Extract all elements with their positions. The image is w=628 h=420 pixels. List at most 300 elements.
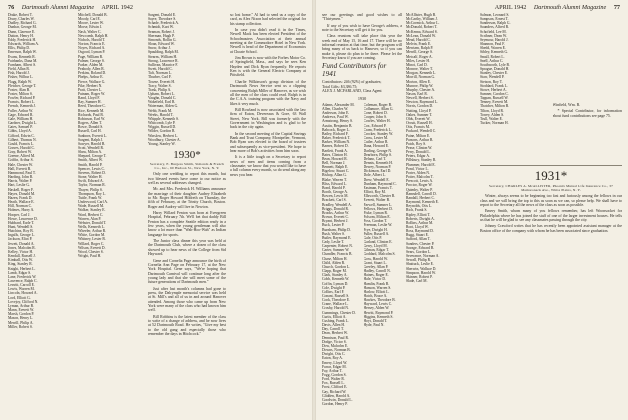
contributor-name: Hooper, Carl J.	[8, 212, 31, 217]
contributor-name: Jones, Malcolm R.	[8, 245, 36, 250]
contributor-name: Foster, Alan B.	[8, 87, 31, 92]
contributor-name: Wood, Chester S.	[78, 249, 104, 254]
contributor-name: Butler, Raymond E.	[322, 235, 352, 240]
contributor-name: Rich, Frank S.	[406, 208, 428, 213]
contributor-name: Wakefield, Earl R.	[148, 100, 176, 105]
contributor-name: Southworth, Lyle B.	[480, 62, 510, 67]
contributor-name: Carpenter, Robert N.	[322, 244, 353, 249]
contributor-name: Edwards, William A.	[8, 42, 39, 47]
contributor-name: Stowe, Herbert A.	[480, 87, 507, 92]
contributor-name: Curtis, Elliott A.	[322, 314, 347, 319]
contributor-name: Sampson, Ernest T.	[480, 17, 509, 22]
contributor-name: Collins, Earl F.	[322, 289, 345, 294]
body-paragraph: If any of you wish to have George's address, a note to the Secretary will get it for you.	[322, 23, 402, 33]
page-number: 76	[8, 4, 15, 11]
secretary-line: Secretary, E. Burgess Smith, Simonds & French Co., Inc., 60 Hudson St., New York, N. Y.	[149, 162, 225, 171]
contributor-name: Thatcher, Milton B.	[480, 104, 510, 109]
contributor-name: Stone, Walter H.	[78, 175, 103, 180]
contributor-name: Gale, William H.	[8, 116, 34, 121]
contributor-name: Stanley, Chester E.	[480, 71, 509, 76]
name-column	[78, 13, 144, 417]
contributor-name: Dow, Malcolm E.	[322, 343, 349, 348]
contributor-name: Bigelow, Stuart C.	[322, 169, 350, 174]
contributor-name: Fay, Arthur T.	[322, 368, 343, 373]
contributor-name: Schofield, Lee M.	[480, 29, 507, 34]
contributor-name: Ellsworth, Chester R.	[363, 194, 396, 199]
contributor-name: Andrews, Paul W.	[322, 115, 349, 120]
contributor-name: Shedd, Warren E.	[480, 46, 506, 51]
contributor-name: Jackson, Eliot P.	[8, 237, 33, 242]
contributor-name: Cushing, Frank L.	[322, 318, 349, 323]
contributor-name: Marsh, Gordon P.	[8, 312, 35, 317]
contributor-name: Dennison, Paul R.	[322, 335, 349, 340]
contributor-name: Drury, Charles W.	[8, 17, 35, 22]
contributor-name: Shaw, Milton A.	[78, 150, 103, 155]
contributor-name: Willard, Roger C.	[78, 241, 105, 246]
contributor-name: Frost, Clifford E.	[322, 385, 348, 390]
contributor-name: Fox, Russell L.	[322, 381, 345, 386]
contributor-name: Kelley, Victor H.	[8, 249, 34, 254]
contributor-name: Babcock, Roger L.	[322, 127, 350, 132]
contributor-name: Perkins, Roland D.	[78, 71, 107, 76]
contributor-name: Whitney, Lester B.	[78, 237, 106, 242]
contributor-name: Gibbs, Lloyd A.	[8, 129, 32, 134]
contributor-name: Hyde, Paul N.	[363, 323, 385, 328]
contributor-name: Dennis, Kenneth H.	[363, 161, 393, 165]
body-paragraph: see our greetings and good wishes to all "Thirtymen."	[322, 13, 402, 22]
contributor-name: Rand, Lloyd F.	[78, 96, 101, 101]
contributor-name: Barker, William N.	[322, 140, 351, 145]
contributor-name: Dodge, Victor S.	[322, 339, 347, 344]
contributor-name: Potter, Malcolm T.	[406, 175, 434, 180]
contributor-name: Church, Gordon L.	[322, 264, 351, 269]
contributor-name: Plummer, Harold E.	[406, 162, 436, 167]
contributor-name: Towne, Everett H.	[148, 79, 175, 84]
contributor-name: Greene, Alfred M.	[8, 154, 36, 159]
body-paragraph: Harry Willard Fenton was born at Evergreen Hospital, February 7th. We'll bet that daddy Bill Fenton has a complete Seattle edition ready in a few years, when the young gentleman will also know a lot more than "Wah-Hoo-Wah" as Indian language for sports.	[148, 211, 226, 237]
right-page	[316, 0, 628, 420]
contributor-name: Simonds, Rollin G.	[148, 37, 177, 42]
contributor-name: Bartlett, Frank A.	[322, 148, 348, 153]
contributor-name: Walker, Stanley E.	[78, 208, 106, 213]
body-paragraph: Charlie Wilkinson's group division of the Dartmouth News Service sent us a clipping concerning Ralph Miller of Hanover, as we wish all the men of the class could read. Ralph is in the C.A.A. training program with the Navy and likes it very much.	[230, 79, 306, 106]
contributor-name: Nash, Walter C.	[78, 29, 102, 34]
contributor-name: Gould, Francis L.	[8, 141, 35, 146]
contributor-name: Monroe, Walter T.	[406, 67, 433, 72]
contributor-name: Swett, Harold C.	[148, 67, 173, 72]
magazine-title: Dartmouth Alumni Magazine	[21, 4, 95, 11]
body-paragraph: Winter, always seems to be beginning too fast and furiously among the fellows in our class and we will bring the top to this as soon as we can, so please help. We shall have to report to the Secretary all the news of the class as soon as possible.	[480, 194, 622, 207]
contributor-name: Schmidt, Kurt W.	[148, 25, 174, 30]
contributor-name: Gilman, Edgar T.	[363, 248, 389, 253]
body-paragraph: * Special Contributor, for information about fund contributions see page 75.	[552, 109, 622, 118]
contributor-name: Strong, Lawrence R.	[148, 58, 179, 63]
contributor-name: Gordon, Henry P.	[322, 402, 348, 407]
contributor-name: Taylor, Norman R.	[78, 183, 106, 188]
contributor-name: Smith, Albert W.	[78, 158, 103, 163]
contributor-name: Putnam, Roger W.	[78, 91, 106, 96]
contributor-name: Fisher, Wilbur L.	[8, 75, 34, 80]
contributor-name: Severance, Norman A.	[406, 254, 440, 259]
contributor-name: Sewall, Philip R.	[406, 258, 431, 263]
contributor-name: McLean, Donald W.	[406, 33, 436, 38]
contributor-name: Eaton, Roy A.	[322, 356, 343, 361]
left-page	[0, 0, 312, 420]
contributor-name: Olds, Everett W.	[406, 116, 431, 121]
contributor-name: Lane, Frederick W.	[8, 274, 37, 279]
contributor-name: Small, Robert L.	[480, 54, 505, 59]
body-paragraph: Jim Brown is now with the Forbes Motor Co. of Springfield, Mass., and says he sees Ken Hayden and Dick Ryan frequently. He reports Ken is with the General Electric Company at Pittsfield.	[230, 56, 306, 78]
contributor-name: Salmon, Leonard S.	[480, 13, 510, 17]
contributor-name: Morgan, Kenneth L.	[406, 71, 437, 76]
contributor-name: Haines, Roger E.	[363, 273, 389, 278]
contributor-name: Young, Stanley W.	[148, 141, 176, 146]
contributor-name: Hoyt, Donald T.	[363, 318, 388, 323]
contributor-name: Peabody, Allen R.	[78, 67, 105, 72]
body-paragraph: Bill Rowland is now associated with the law firm of Eaton, Devereaux & Gore, 63 Wall Street, New York. Bill was formerly with the Government in Washington and is glad to be back in the city again.	[230, 107, 306, 130]
contributor-name: Sherman, Hugh P.	[148, 33, 175, 38]
contributor-name: Rice, Kenneth M.	[78, 108, 105, 113]
contributor-name: Webb, Frank M.	[148, 108, 173, 113]
contributor-name: Clapp, Roger M.	[322, 269, 347, 274]
contributor-name: Ingalls, George L.	[8, 233, 35, 238]
contributor-name: Hatch, Bruce A.	[363, 294, 388, 298]
contributor-name: Parker, Alden M.	[78, 62, 104, 67]
body-paragraph: In case you didn't read it in the Times, Newell Mack has been elected President of the Schoolmasters Association at their annual meeting at the Commodore Hotel in New York. Newell is head of the Department of Economics at Choate School.	[230, 28, 306, 54]
contributor-name: Bradley, Wendell A.	[322, 202, 352, 207]
contributor-name: Underwood, Carl A.	[78, 200, 108, 205]
contributor-name: Gage, Edward R.	[8, 112, 34, 117]
contributor-name: Chase, Milton H.	[322, 256, 348, 261]
contributor-name: Dean, Herbert W.	[322, 331, 348, 336]
contributor-name: McCormick, Arthur L.	[406, 21, 440, 26]
contributor-name: Frye, Dwight H.	[363, 227, 388, 232]
class-1930-section	[148, 149, 226, 336]
contributor-name: Taft, Norman L.	[148, 71, 172, 76]
contributor-name: Cummings, Chester D.	[322, 310, 356, 315]
contributor-name: Snell, Arthur C.	[480, 58, 504, 63]
contributor-name: Knight, Herbert L.	[8, 266, 36, 271]
contributor-name: Fellows, Herbert D.	[363, 206, 393, 211]
contributor-name: Scott, Wendell R.	[78, 146, 104, 150]
contributor-name: Lord, Elliott G.	[8, 295, 31, 300]
contributor-name: Coffin, Lyman D.	[322, 281, 349, 286]
contributor-name: Gale, Otis P.	[363, 235, 382, 240]
contributor-name: Greeley, Allan P.	[363, 264, 389, 269]
contributor-name: Rollins, Arthur M.	[406, 220, 434, 225]
contributor-name: Pond, Victor L.	[406, 166, 429, 171]
contributor-name: Lyman, Arthur B.	[8, 303, 35, 308]
contributor-name: Eastman, Francis T.	[363, 185, 393, 190]
body-paragraph: Mr. and Mrs. Frederick H. Williams announce the marriage of their daughter Audrey Elizabeth to Mr. Roger Howard Hildreth on Thursday, the fifth of February, at the Trinity Church, Boston. Roger and Audrey will live in Newton.	[148, 187, 226, 209]
contributor-name: Thompson, Roy L.	[78, 191, 106, 196]
contributor-name: Oakes, Sumner T.	[406, 112, 433, 117]
contributor-name: Sawyer, Harold B.	[78, 141, 106, 146]
contributor-name: Rogers, Allen T.	[78, 121, 103, 126]
contributor-name: Griffin, Arthur S.	[8, 158, 34, 163]
fund-summary-line: Total Gifts: $3,386.75;	[322, 84, 358, 89]
body-paragraph: Class reunions will take place this year the week end of May 15, 16 and 17. There will be no informal reunion at that time, but the program will bring many of us back to Hanover, so if you can make it, please do plan to be there. Please let the Secretary know if you are coming.	[322, 34, 402, 61]
contributor-name: Buck, Lester P.	[322, 223, 345, 228]
contributor-name: Bean, Howard R.	[322, 156, 348, 161]
contributor-name: Fuller, Arthur W.	[8, 108, 34, 113]
contributor-name: Swift, Edward A.	[78, 179, 104, 184]
contributor-name: Tenney, Everett M.	[480, 100, 509, 105]
contributor-name: Cooper, John S.	[363, 115, 387, 120]
contributor-name: Murphy, Chester A.	[406, 87, 436, 92]
contributor-name: Lewis, Warren M.	[8, 287, 35, 292]
contributor-name: Slade, Carl M.	[406, 279, 428, 283]
contributor-name: Glidden, Harold A.	[322, 393, 351, 398]
contributor-name: Field, Allan B.	[8, 67, 30, 72]
magazine-title: Dartmouth Alumni Magazine	[533, 4, 607, 11]
contributor-name: Briggs, Donald R.	[322, 206, 349, 211]
name-column	[8, 13, 74, 417]
contributor-name: Winslow, Herbert L.	[148, 133, 179, 138]
contributor-name: Sanders, Chester P.	[406, 241, 435, 246]
contributor-name: Ellis, Philip D.	[8, 46, 30, 51]
section-divider	[480, 165, 622, 166]
contributor-name: Tappan, Russell W.	[480, 96, 509, 101]
contributor-name: McCarthy, William J.	[406, 17, 438, 22]
contributor-name: Bliss, Edward L.	[322, 181, 347, 186]
contributor-name: Hart, Leslie G.	[8, 183, 30, 188]
contributor-name: Cox, Edward P.	[363, 123, 387, 128]
contributor-name: Wiggin, Russell D.	[148, 125, 177, 130]
contributor-name: Anderson, John E.	[322, 111, 350, 116]
class-year-heading: 1930*	[173, 149, 201, 161]
contributor-name: Cady, Leslie T.	[322, 239, 345, 244]
contributor-name: Saunders, Alfred R.	[480, 25, 510, 30]
text-column	[322, 13, 402, 417]
contributor-name: Hersey, Alden W.	[363, 306, 390, 311]
contributor-name: Harlow, Elliott L.	[363, 289, 390, 294]
contributor-name: Proctor, Roger W.	[406, 183, 433, 188]
contributor-name: Packard, Wendell C.	[406, 129, 437, 134]
contributor-name: Coleman, Roger B.	[363, 102, 392, 107]
contributor-name: Pease, Clinton W.	[406, 146, 433, 150]
contributor-name: Dickinson, Earl D.	[363, 169, 392, 174]
contributor-name: Fuller, Russell A.	[363, 231, 390, 236]
contributor-name: Hutchins, Roy B.	[8, 229, 34, 234]
contributor-name: Rugg, Stuart E.	[406, 233, 429, 238]
contributor-name: Gifford, Edwin C.	[8, 133, 35, 138]
contributor-name: Grant, Stuart L.	[363, 260, 387, 265]
contributor-name: Seymour, Harold J.	[480, 37, 509, 42]
contributor-name: Minot, Carl D.	[406, 62, 428, 67]
contributor-name: Dearborn, Philip S.	[363, 152, 392, 157]
contributor-name: Drake, Robert T.	[8, 13, 33, 17]
fund-summary-line: Contributors: 246 (92%) of graduates;	[322, 80, 382, 85]
text-column	[480, 13, 622, 417]
text-column	[148, 13, 226, 417]
contributor-name: Fish, Harold J.	[8, 71, 30, 76]
contributor-name: Harris, Walter P.	[8, 179, 33, 184]
contributor-name: Hill, Norman C.	[8, 204, 32, 209]
contributor-name: Gardner, Dwight L.	[8, 121, 37, 126]
contributor-name: Pierce, Wallace G.	[78, 79, 106, 84]
contributor-name: Gray, Robert W.	[8, 150, 32, 155]
body-paragraph: Just after last month's columns had gone to press, the Dalrymple memorial service was held at St. Mill's and all of us in and around Hanover attended. Among those who came up from New York were many of the class who had known him well.	[148, 286, 226, 313]
contributor-name: Richards, Paul B.	[78, 112, 104, 117]
contributor-name: Lawrence, Ralph C.	[8, 279, 38, 283]
contributor-name: Carter, Sumner W.	[322, 248, 350, 253]
contributor-name: Wells, Kenneth L.	[78, 224, 105, 229]
body-paragraph: so lost home." Al had to send us a copy of the card, as Alex Nixon had selected the original for his stamp collection.	[230, 13, 306, 26]
contributor-name: Patch, Roy S.	[406, 141, 427, 146]
contributor-name: Cole, Dwight P.	[322, 285, 346, 290]
class-1931-section	[480, 169, 622, 233]
contributor-name: Vaughn, Donald C.	[148, 96, 177, 101]
contributor-name: Robinson, Earl W.	[78, 116, 106, 121]
contributor-name: Nutting, Lloyd P.	[406, 108, 432, 113]
contributor-name: Randall, Herbert C.	[406, 195, 435, 200]
contributor-name: Cone, Robert D.	[363, 111, 388, 116]
contributor-name: Fletcher, George T.	[8, 83, 37, 88]
contributor-name: Ford, Walter R.	[322, 377, 345, 382]
contributor-name: Newcomb, Ralph H.	[78, 33, 109, 38]
body-paragraph: Only one wedding to report this month, but two blessed events have come to our notice as well as several addresses changed.	[148, 172, 226, 185]
contributor-name: Clark, Stanley A.	[322, 273, 348, 278]
contributor-name: Fairbanks, Dana M.	[8, 58, 38, 63]
contributor-name: Stearns, William H.	[148, 54, 178, 59]
contributor-name: Delano, Carl T.	[363, 156, 387, 161]
contributor-name: Sanborn, Everett L.	[78, 133, 107, 138]
contributor-name: Baker, Frederick T.	[322, 136, 351, 141]
contributor-name: Sherwin, Wallace D.	[406, 266, 437, 271]
contributor-name: Kendall, Russell J.	[8, 254, 36, 259]
contributor-name: Shattuck, Leslie E.	[406, 262, 434, 267]
contributor-name: Gay, Richard W.	[322, 389, 347, 394]
contributor-name: Nason, Earl R.	[406, 91, 428, 96]
contributor-name: Scribner, Dean W.	[480, 33, 507, 38]
contributor-name: Woodbury, Chester A.	[148, 137, 181, 142]
contributor-name: Hewitt, Raymond P.	[363, 310, 394, 315]
contributor-name: Snow, Arthur J.	[148, 46, 171, 51]
contributor-name: Hammond, Paul T.	[8, 170, 36, 175]
contributor-name: Root, Lloyd W.	[406, 224, 429, 229]
contributor-name: Freeman, Leslie W.	[363, 223, 393, 228]
contributor-name: Farwell, Sumner L.	[363, 202, 393, 207]
body-paragraph: Johnny Crawford writes that he has recently been appointed assistant manager at the Boston office of the company with whom he has been associated since graduation.	[480, 224, 622, 233]
contributor-name: Crocker, Stanley W.	[363, 131, 394, 136]
contributor-name: Tucker, Norman H.	[480, 121, 509, 126]
body-paragraph: Winfield, Wm. R.	[552, 103, 581, 107]
contributor-name: Farnham, Albert S.	[8, 62, 37, 67]
contributor-name: Sayre, Theodore S.	[148, 17, 177, 22]
contributor-name: Pike, Herbert N.	[78, 83, 103, 88]
contributor-name: Nichols, Harold T.	[78, 37, 106, 42]
contributor-name: Graves, Harold C.	[8, 146, 35, 150]
contributor-name: Brackett, Carl S.	[322, 198, 347, 203]
contributor-name: Sumner, Gordon C.	[480, 91, 509, 96]
contributor-name: Stoddard, Frank L.	[480, 83, 508, 88]
issue-date: APRIL 1942	[101, 4, 133, 11]
contributor-name: Spencer, Lewis C.	[78, 166, 105, 171]
contributor-name: Wilson, Everett D.	[78, 245, 106, 250]
contributor-name: Wade, Russell M.	[78, 204, 105, 209]
contributor-name: Heath, Wallace E.	[8, 200, 35, 205]
contributor-name: Mason, Henry L.	[8, 316, 34, 321]
contributor-name: Haskell, Roger F.	[8, 187, 34, 192]
contributor-name: Skinner, Robert P.	[406, 274, 433, 279]
contributor-name: Lincoln, Howard A.	[8, 291, 38, 296]
contributor-name: Howe, Lawrence D.	[8, 216, 38, 221]
contributor-name: Eddy, Frederick H.	[8, 37, 37, 42]
contributor-name: Dudley, Richard G.	[8, 21, 37, 26]
contributor-name: Porter, Alden N.	[406, 170, 431, 175]
contributor-name: Crosby, Harold N.	[322, 306, 350, 311]
contributor-name: Sargent, Ralph J.	[78, 137, 104, 142]
contributor-name: Upham, Robert L.	[148, 91, 175, 96]
contributor-name: Gates, Samuel P.	[8, 125, 33, 130]
contributor-name: Melvin, Frank E.	[406, 42, 432, 47]
contributor-name: Dunham, Raymond C.	[363, 181, 397, 186]
contributor-name: Pillsbury, Stanley R.	[406, 158, 437, 163]
contributor-name: Ramsdell, Carroll D.	[406, 191, 437, 196]
contributor-name: Adams, Alexander M.	[322, 102, 355, 107]
contributor-name: Smith, Harold P.	[78, 162, 103, 167]
contributor-name: Waterman, Alden G.	[148, 104, 179, 109]
fund-summary	[322, 80, 402, 93]
contributor-name: Metcalf, Roger A.	[406, 54, 433, 59]
contributor-name: Webster, Donald T.	[78, 220, 107, 225]
contributor-name: Thayer, Philip S.	[78, 187, 103, 192]
contributor-name: Dwight, Otis C.	[322, 352, 346, 357]
contributor-name: Miles, Lester H.	[406, 58, 430, 63]
contributor-name: Hall, Everett B.	[8, 166, 32, 171]
contributor-name: Bates, Clinton H.	[322, 152, 348, 157]
contributor-name: Dutton, Henry H.	[8, 33, 34, 38]
contributor-name: Allen, Charles W.	[322, 106, 349, 111]
body-paragraph: The Junior class dinner this year was held at the Dartmouth Club, where a dozen of the class showed up to hear news of the College from Sid Hayward.	[148, 239, 226, 257]
contributor-name: Otis, Francis M.	[406, 125, 430, 130]
fund-summary-line: ALEX J. MCFARLAND, Class Agent	[322, 89, 382, 94]
contributor-name: Stevens, Robert D.	[78, 170, 106, 175]
contributor-name: Roberts, Dwight A.	[406, 216, 435, 221]
contributor-name: Foss, Gordon T.	[363, 219, 388, 224]
contributor-name: Holmes, Harry A.	[8, 208, 35, 213]
contributor-name: Gerry, Lloyd M.	[363, 244, 388, 249]
contributor-name: Farrar, Edgar M.	[322, 364, 347, 369]
contributor-name: Bell, Norman J.	[322, 161, 346, 165]
contributor-name: Trull, Walter E.	[480, 116, 503, 121]
body-paragraph: Bill Robbins is the latest member of the class to write of a change of address, and he now lives at 52 Dartmouth Road. He writes, "Give my best to the old gang and especially those who remember the days in Hitchcock."	[148, 314, 226, 336]
contributor-name: Shepard, George T.	[78, 154, 107, 159]
contributor-name: Whitcomb, Lyle P.	[148, 121, 176, 126]
contributor-name: Hazen, Frank D.	[8, 195, 33, 200]
contributor-name: Hubbard, Earle T.	[8, 220, 35, 225]
contributor-name: Munroe, Philip W.	[406, 83, 434, 88]
contributor-name: Kimball, Otis W.	[8, 258, 33, 263]
contributor-name: Safford, Allan T.	[406, 237, 431, 242]
contributor-name: Wheeler, Arthur R.	[78, 229, 107, 234]
contributor-name: Quimby, Walter P.	[406, 187, 433, 192]
contributor-name: Paine, Milton E.	[406, 133, 431, 138]
contributor-name: Thurber, Carl F.	[148, 75, 172, 80]
contributor-name: Austin, Benjamin B.	[322, 123, 353, 128]
contributor-name: Hadley, Carroll N.	[363, 269, 391, 274]
body-paragraph: Emery Smith, whom many of you fellows remember, has left Woonsocket for Philadelphia where he has joined the staff of one of the larger investment houses. He tells us that he will be glad to see any classmates passing through the city.	[480, 209, 622, 223]
contributor-name: Weeks, Harold T.	[148, 112, 174, 117]
contributor-name: Lovejoy, Clifford N.	[8, 299, 39, 304]
contributor-name: Morse, Edwin J.	[78, 25, 103, 30]
running-head-right	[495, 4, 620, 11]
contributor-name: Merrill, George S.	[406, 50, 433, 55]
contributor-name: Sargent, Donald E.	[148, 13, 176, 17]
contributor-name: Blake, Warren T.	[322, 177, 347, 182]
contributor-name: Emerson, Ralph W.	[8, 50, 37, 55]
